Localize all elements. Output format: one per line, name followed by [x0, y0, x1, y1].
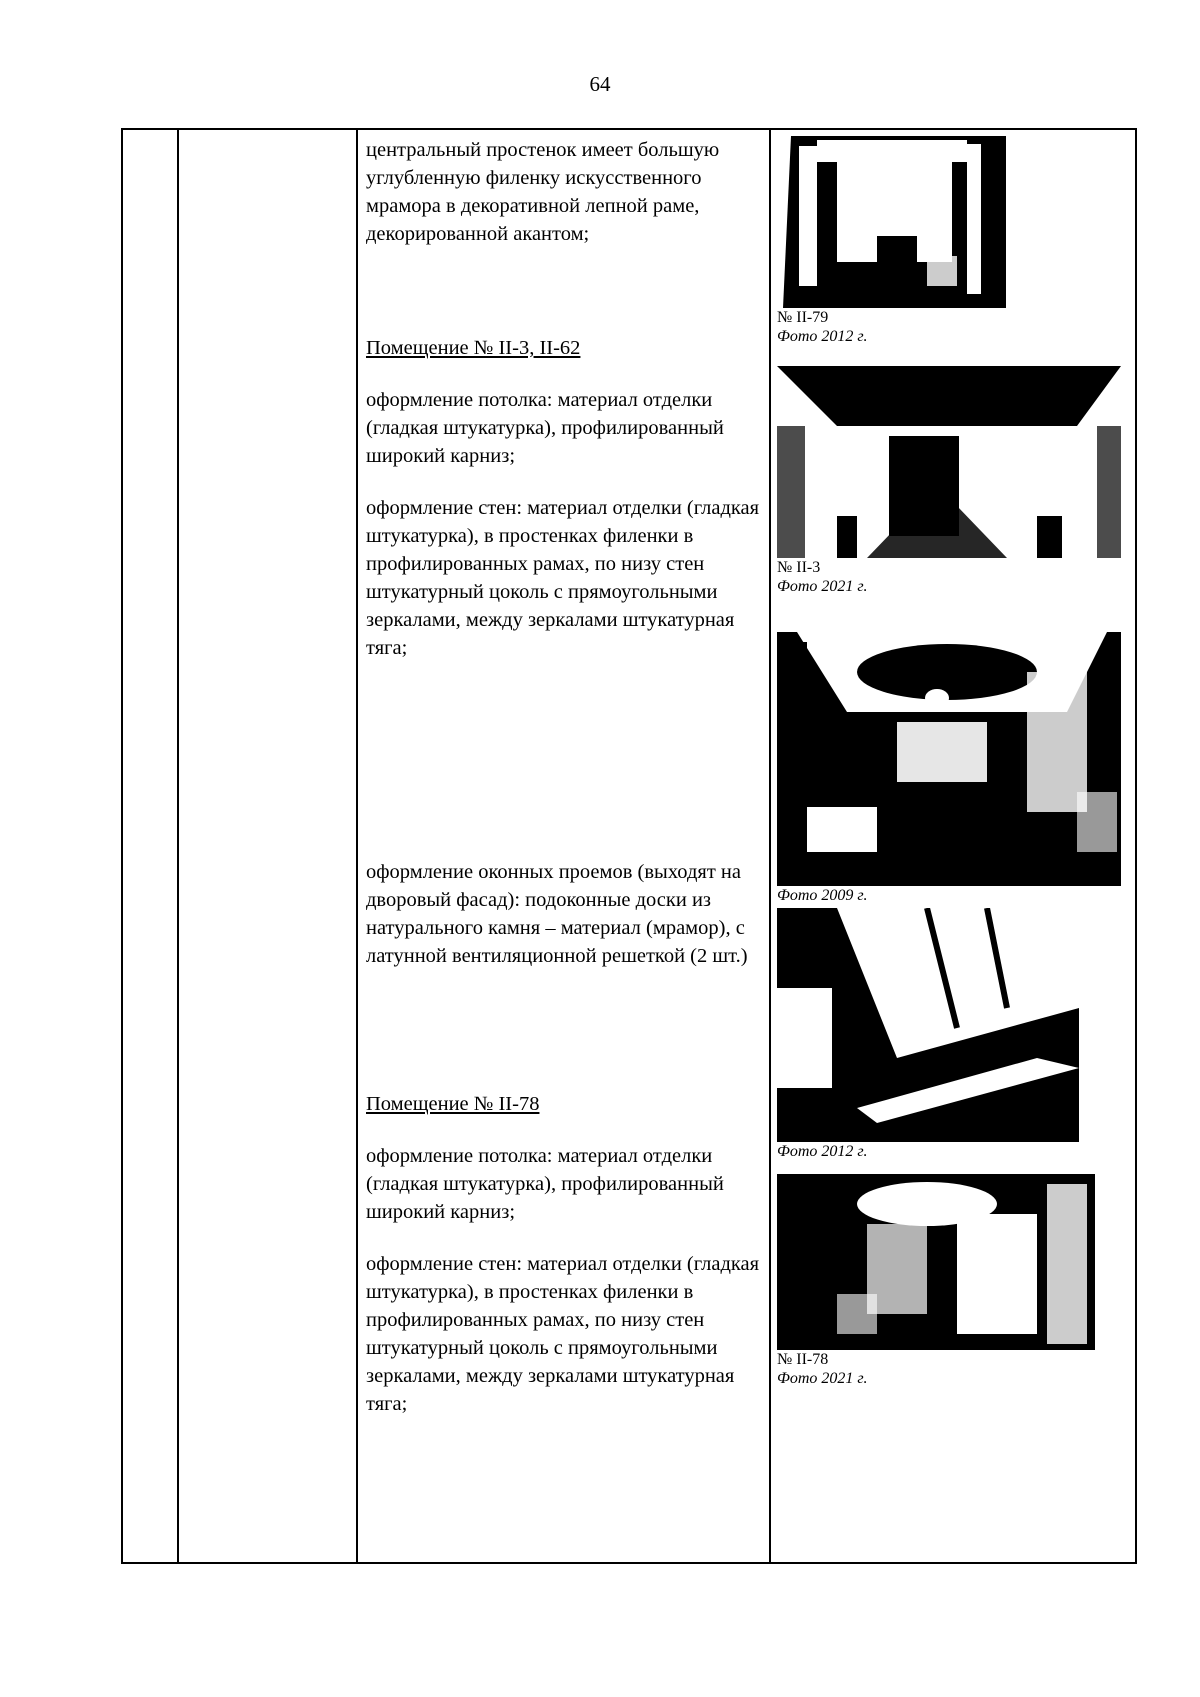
empty-cell-2 — [178, 129, 357, 1563]
photo-3-year: Фото 2009 г. — [777, 887, 868, 904]
photo-3-image — [777, 632, 1121, 886]
room1-ceiling-text: оформление потолка: материал отделки (гладкая штукатурка), профилированный широкий карниз; — [366, 389, 724, 467]
photo-4-year: Фото 2012 г. — [777, 1143, 868, 1160]
photo-5-image — [777, 1174, 1095, 1350]
page-number: 64 — [589, 72, 611, 96]
photo-2-image — [777, 366, 1121, 558]
room2-heading: Помещение № II-78 — [366, 1093, 540, 1115]
photo-4 — [777, 908, 1079, 1161]
photo-cell — [770, 129, 1136, 1563]
room2-walls-text: оформление стен: материал отделки (гладкая штукатурка), в простенках филенки в профилированных рамах, по низу стен штукатурный цоколь с прямоугольными зеркалами, между зеркалами штукатурная тяга; — [366, 1253, 760, 1415]
room2-ceiling-text: оформление потолка: материал отделки (гладкая штукатурка), профилированный широкий карниз; — [366, 1145, 724, 1223]
photo-4-image — [777, 908, 1079, 1142]
room1-walls-text: оформление стен: материал отделки (гладкая штукатурка), в простенках филенки в профилированных рамах, по низу стен штукатурный цоколь с прямоугольными зеркалами, между зеркалами штукатурная тяга; — [366, 497, 760, 659]
photo-3 — [777, 632, 1121, 905]
photo-1 — [777, 136, 1006, 346]
empty-cell-1 — [122, 129, 178, 1563]
intro-text: центральный простенок имеет большую углубленную филенку искусственного мрамора в декоративной лепной раме, декорированной акантом; — [366, 139, 720, 245]
room1-heading: Помещение № II-3, II-62 — [366, 337, 581, 359]
photo-5-year: Фото 2021 г. — [777, 1370, 868, 1387]
photo-1-year: Фото 2012 г. — [777, 328, 868, 345]
photo-5-number: № II-78 — [777, 1351, 829, 1368]
document-table — [121, 128, 1137, 1564]
photo-1-image — [777, 136, 1006, 308]
photo-2-year: Фото 2021 г. — [777, 578, 868, 595]
photo-1-number: № II-79 — [777, 309, 829, 326]
photo-2 — [777, 366, 1121, 596]
photo-5 — [777, 1174, 1095, 1388]
photo-2-number: № II-3 — [777, 559, 821, 576]
description-cell — [357, 129, 770, 1563]
room1-windows-text: оформление оконных проемов (выходят на дворовый фасад): подоконные доски из натурального камня – материал (мрамор), с латунной вентиляционной решеткой (2 шт.) — [366, 861, 748, 967]
